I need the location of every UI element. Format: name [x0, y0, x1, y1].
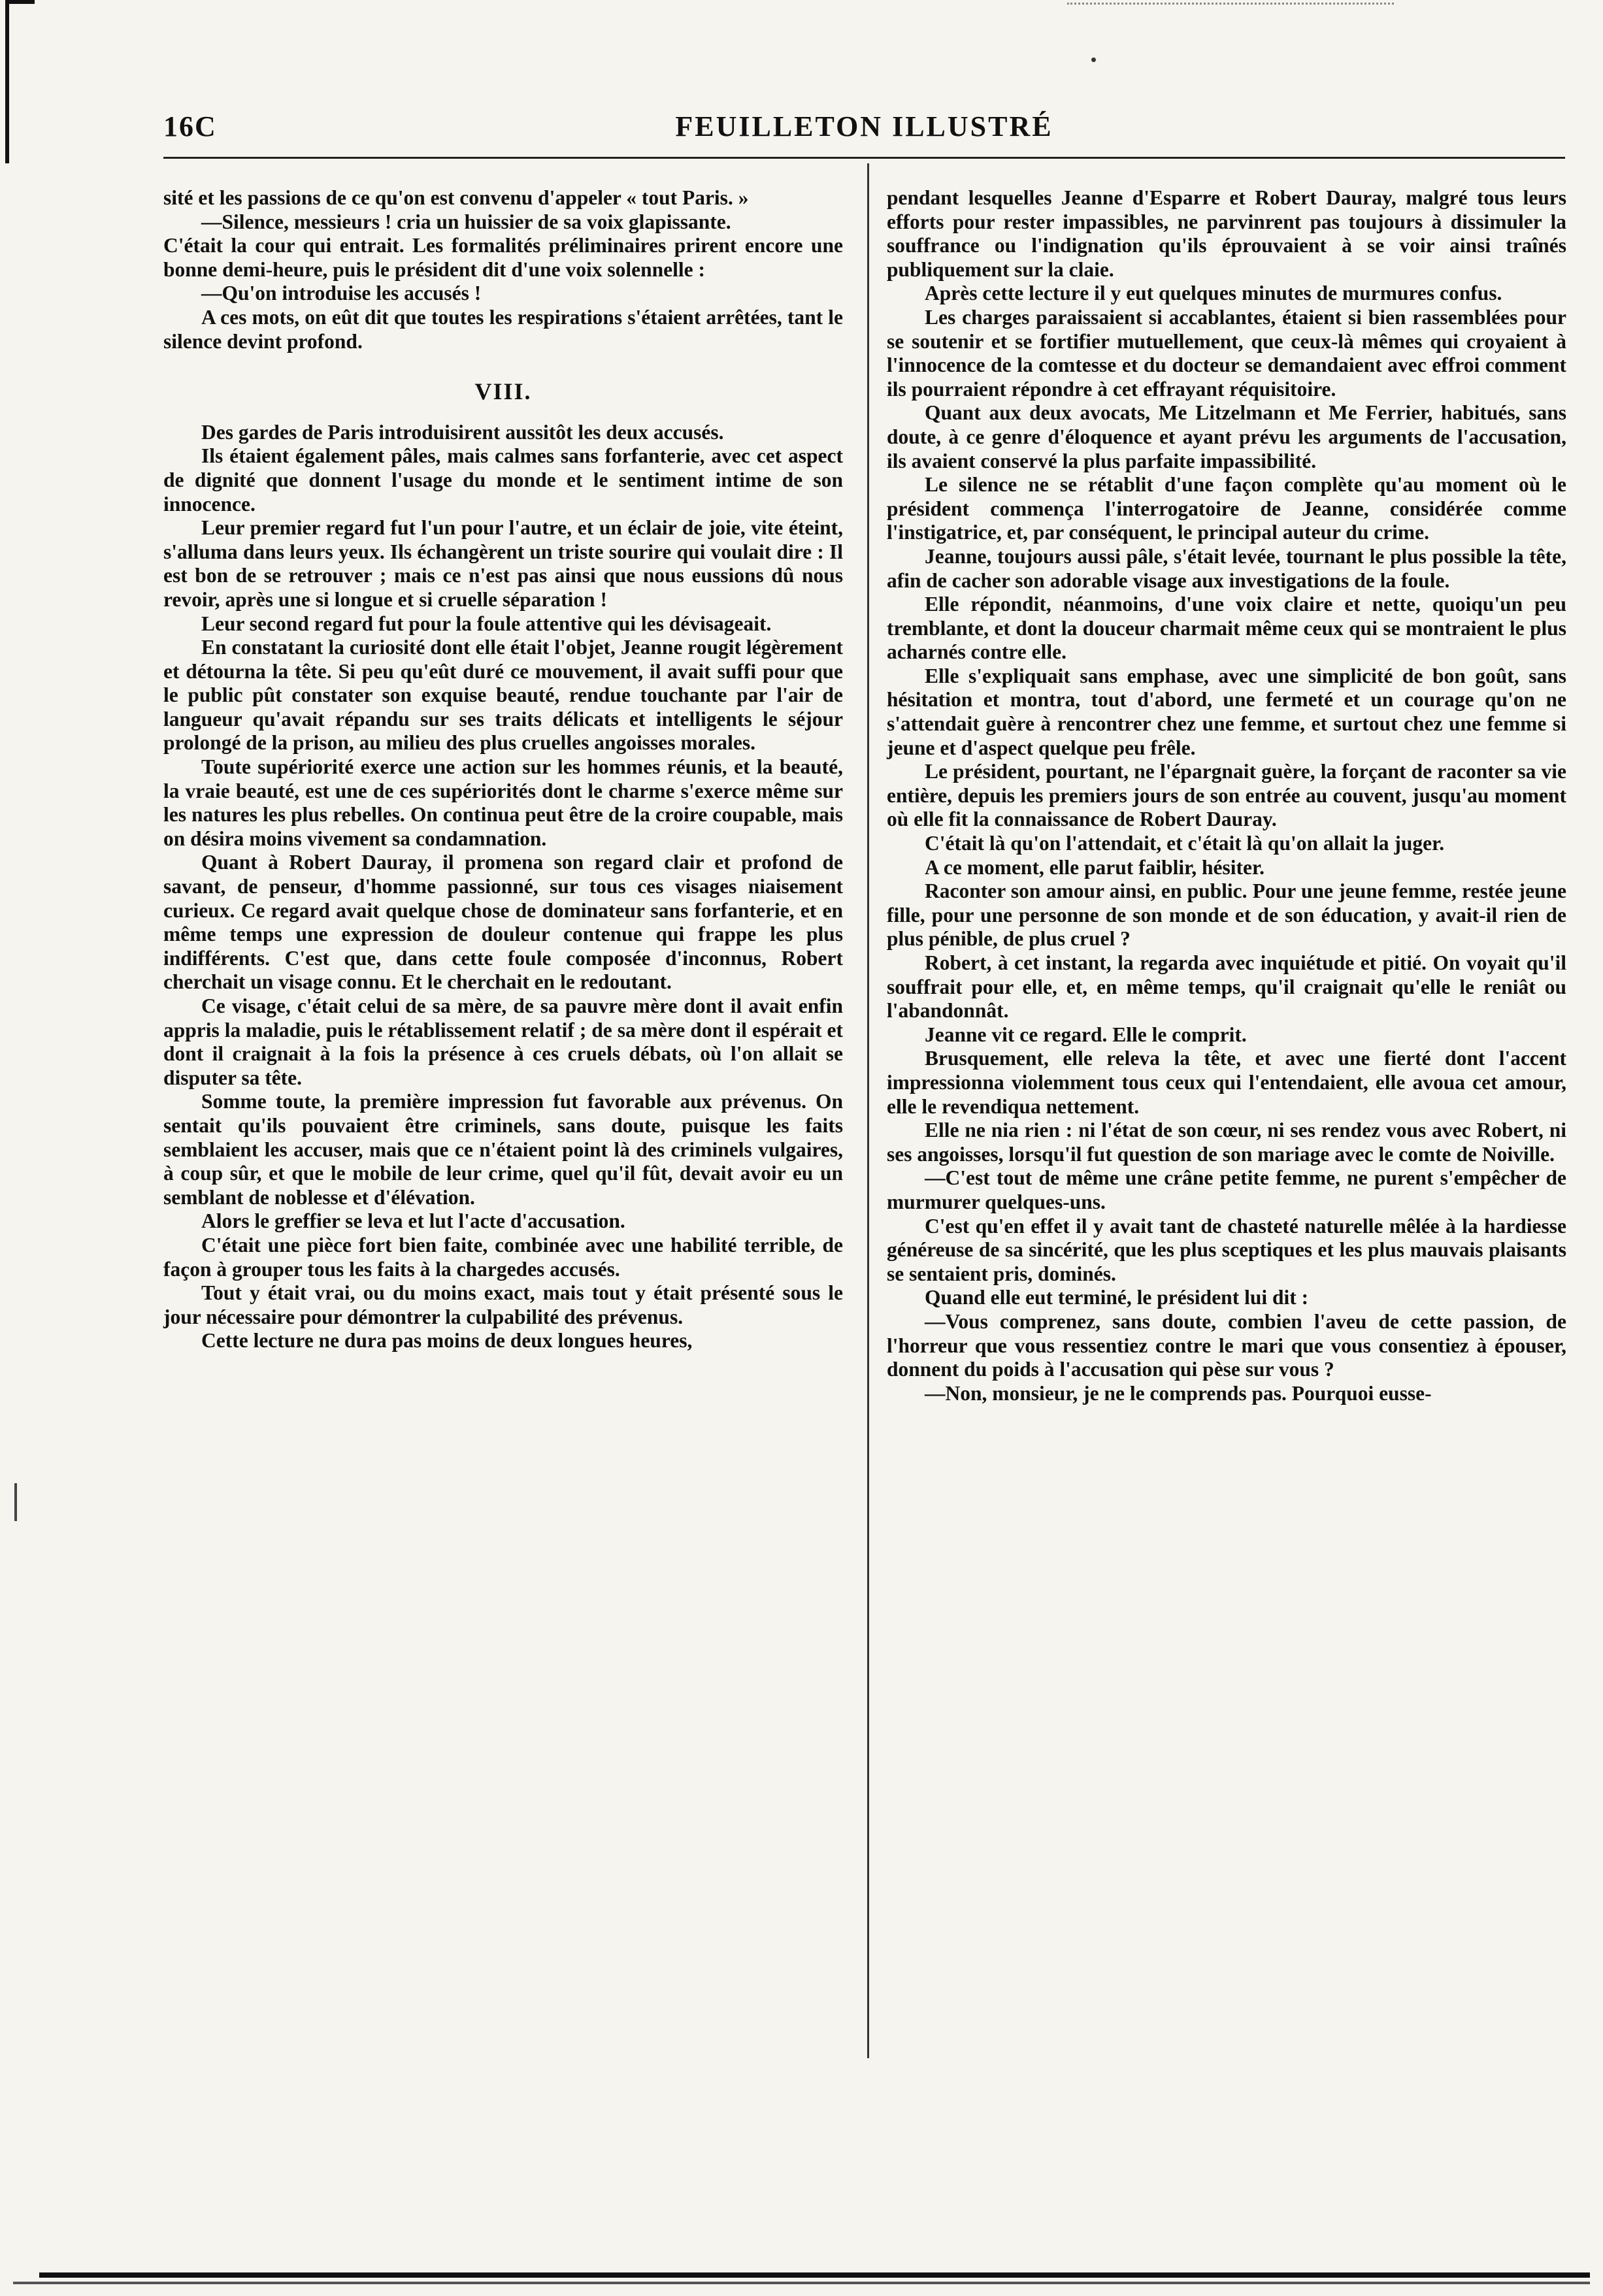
- page-header: [163, 110, 1565, 149]
- ink-speck: [1091, 57, 1096, 62]
- paragraph: Cette lecture ne dura pas moins de deux longues heures,: [201, 1329, 693, 1353]
- paragraph: Toute supériorité exerce une action sur les hommes réunis, et la beauté, la vraie beauté, est une de ces supériorités dont le charme s'exerce même sur les natures les plus rebelles. On continua peut être de la croire coupable, mais on désira moins vivement sa condamnation.: [163, 755, 843, 850]
- paragraph: Le silence ne se rétablit d'une façon complète qu'au moment où le président commença l'interrogatoire de Jeanne, considérée comme l'instigatrice, et, par conséquent, le principal auteur du crime.: [887, 473, 1566, 544]
- paragraph: Tout y était vrai, ou du moins exact, mais tout y était présenté sous le jour nécessaire pour démontrer la culpabilité des prévenus.: [163, 1281, 843, 1328]
- page-number: 16C: [163, 110, 217, 142]
- bottom-rule-thin: [13, 2282, 1590, 2284]
- paragraph: En constatant la curiosité dont elle était l'objet, Jeanne rougit légèrement et détourna la tête. Si peu qu'eût duré ce mouvement, il avait suffi pour que le public pût constater son exquise beauté, rendue touchante par l'air de langueur qu'avait répandu sur ses traits délicats et intelligents le séjour prolongé de la prison, au milieu des plus cruelles angoisses morales.: [163, 636, 843, 755]
- paragraph: Alors le greffier se leva et lut l'acte d'accusation.: [201, 1209, 625, 1233]
- paragraph: Robert, à cet instant, la regarda avec inquiétude et pitié. On voyait qu'il souffrait pour elle, et, en même temps, qu'il craignait qu'elle le reniât ou l'abandonnât.: [887, 951, 1566, 1023]
- column-divider: [867, 163, 869, 2058]
- paragraph: Leur second regard fut pour la foule attentive qui les dévisageait.: [201, 612, 772, 635]
- paragraph: Leur premier regard fut l'un pour l'autre, et un éclair de joie, vite éteint, s'alluma dans leurs yeux. Ils échangèrent un triste sourire qui voulait dire : Il est bon de se retrouver ; mais ce n'est pas ainsi que nous eussions dû nous revoir, après une si longue et si cruelle séparation !: [163, 516, 843, 611]
- paragraph: —Non, monsieur, je ne le comprends pas. Pourquoi eusse-: [925, 1381, 1432, 1405]
- paragraph: Quand elle eut terminé, le président lui dit :: [925, 1286, 1309, 1309]
- header-rule: [163, 157, 1565, 159]
- paragraph: —Silence, messieurs ! cria un huissier de sa voix glapissante.: [201, 210, 731, 233]
- right-column: [887, 186, 1566, 1405]
- bottom-rule: [39, 2272, 1590, 2278]
- paragraph: C'est qu'en effet il y avait tant de chasteté naturelle mêlée à la hardiesse généreuse de sa sincérité, que les plus sceptiques et les plus mauvais plaisants se sentaient pris, dominés.: [887, 1214, 1566, 1285]
- paragraph: Quant à Robert Dauray, il promena son regard clair et profond de savant, de penseur, d'homme passionné, sur tous ces visages niaisement curieux. Ce regard avait quelque chose de dominateur sans forfanterie, et en même temps une expression de douleur contenue qui frappe les plus indifférents. C'est que, dans cette foule composée d'inconnus, Robert cherchait un visage connu. Et le cherchait en le redoutant.: [163, 851, 843, 994]
- chapter-heading: VIII.: [474, 378, 532, 405]
- margin-mark: [14, 1483, 17, 1521]
- paragraph: Après cette lecture il y eut quelques minutes de murmures confus.: [925, 282, 1502, 305]
- top-dotted-line: [1067, 3, 1394, 5]
- paragraph: C'était la cour qui entrait. Les formalités préliminaires prirent encore une bonne demi-heure, puis le président dit d'une voix solennelle :: [163, 234, 843, 281]
- left-column: [163, 186, 843, 1353]
- paragraph: Elle ne nia rien : ni l'état de son cœur, ni ses rendez vous avec Robert, ni ses angoisses, lorsqu'il fut question de son mariage avec le comte de Noiville.: [887, 1119, 1566, 1166]
- paragraph: A ces mots, on eût dit que toutes les respirations s'étaient arrêtées, tant le silence devint profond.: [163, 305, 843, 353]
- paragraph: C'était une pièce fort bien faite, combinée avec une habilité terrible, de façon à grouper tous les faits à la chargedes accusés.: [163, 1233, 843, 1281]
- paragraph: —Qu'on introduise les accusés !: [201, 282, 482, 305]
- paragraph: A ce moment, elle parut faiblir, hésiter.: [925, 855, 1264, 879]
- paragraph: Elle s'expliquait sans emphase, avec une simplicité de bon goût, sans hésitation et montra, tout d'abord, une fermeté et un courage qu'on ne s'attendait guère à rencontrer chez une femme, et surtout chez une femme si jeune et d'aspect quelque peu frêle.: [887, 664, 1566, 759]
- paragraph: —Vous comprenez, sans doute, combien l'aveu de cette passion, de l'horreur que vous ressentiez contre le mari que vous consentiez à épouser, donnent du poids à l'accusation qui pèse sur vous ?: [887, 1309, 1566, 1381]
- paragraph: C'était là qu'on l'attendait, et c'était là qu'on allait la juger.: [925, 832, 1445, 855]
- paragraph: Brusquement, elle releva la tête, et avec une fierté dont l'accent impressionna violemment tous ceux qui l'entendaient, elle avoua cet amour, elle le revendiqua nettement.: [887, 1047, 1566, 1118]
- paragraph: Ce visage, c'était celui de sa mère, de sa pauvre mère dont il avait enfin appris la maladie, puis le rétablissement relatif ; de sa mère dont il espérait et dont il craignait à la fois la présence à ces cruels débats, où l'on allait se disputer sa tête.: [163, 994, 843, 1089]
- page-edge-mark: [5, 0, 9, 163]
- paragraph: sité et les passions de ce qu'on est convenu d'appeler « tout Paris. »: [163, 186, 749, 209]
- paragraph: Quant aux deux avocats, Me Litzelmann et Me Ferrier, habitués, sans doute, à ce genre d'éloquence et ayant prévu les arguments de l'accusation, ils avaient conservé la plus parfaite impassibilité.: [887, 401, 1566, 472]
- running-title: FEUILLETON ILLUSTRÉ: [675, 110, 1053, 142]
- paragraph: Jeanne vit ce regard. Elle le comprit.: [925, 1023, 1247, 1046]
- page-corner-mark: [5, 0, 35, 4]
- paragraph: Raconter son amour ainsi, en public. Pour une jeune femme, restée jeune fille, pour une personne de son monde et de son éducation, y avait-il rien de plus pénible, de plus cruel ?: [887, 879, 1566, 951]
- paragraph: Elle répondit, néanmoins, d'une voix claire et nette, quoiqu'un peu tremblante, et dont la douceur charmait même ceux qui se montraient le plus acharnés contre elle.: [887, 593, 1566, 664]
- paragraph: Des gardes de Paris introduisirent aussitôt les deux accusés.: [201, 420, 724, 444]
- paragraph: Somme toute, la première impression fut favorable aux prévenus. On sentait qu'ils pouvaient être criminels, sans doute, puisque les faits semblaient les accuser, mais que ce n'étaient point là des criminels vulgaires, à coup sûr, et que le mobile de leur crime, quel qu'il fût, devait avoir eu un semblant de noblesse et d'élévation.: [163, 1090, 843, 1209]
- paragraph: Jeanne, toujours aussi pâle, s'était levée, tournant le plus possible la tête, afin de cacher son adorable visage aux investigations de la foule.: [887, 544, 1566, 592]
- paragraph: —C'est tout de même une crâne petite femme, ne purent s'empêcher de murmurer quelques-uns.: [887, 1166, 1566, 1213]
- paragraph: Les charges paraissaient si accablantes, étaient si bien rassemblées pour se soutenir et se fortifier mutuellement, que ceux-là mêmes qui croyaient à l'innocence de la comtesse et du docteur se demandaient avec effroi comment ils pourraient répondre à cet effrayant réquisitoire.: [887, 305, 1566, 401]
- paragraph: Ils étaient également pâles, mais calmes sans forfanterie, avec cet aspect de dignité que donnent l'usage du monde et le sentiment intime de son innocence.: [163, 444, 843, 516]
- paragraph: Le président, pourtant, ne l'épargnait guère, la forçant de raconter sa vie entière, depuis les premiers jours de son entrée au couvent, jusqu'au moment où elle fit la connaissance de Robert Dauray.: [887, 760, 1566, 831]
- paragraph: pendant lesquelles Jeanne d'Esparre et Robert Dauray, malgré tous leurs efforts pour rester impassibles, ne parvinrent pas toujours à dissimuler la souffrance ou l'indignation qu'ils éprouvaient à se voir ainsi traînés publiquement sur la claie.: [887, 186, 1566, 281]
